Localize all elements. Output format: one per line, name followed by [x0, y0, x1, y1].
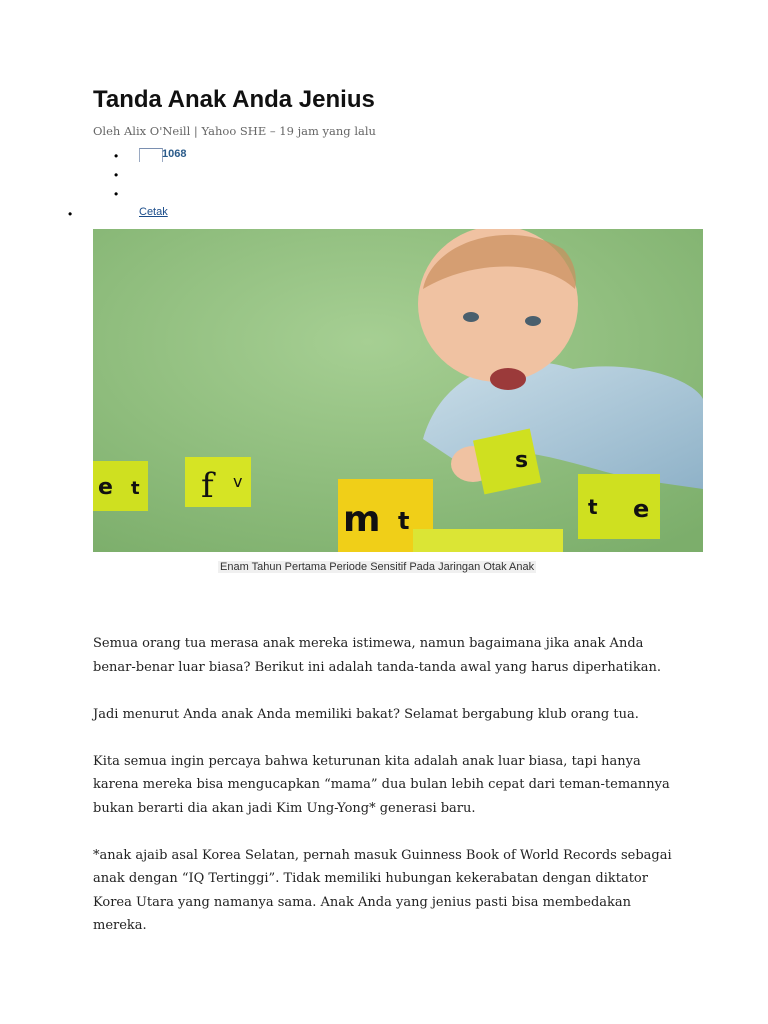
svg-text:t: t — [588, 495, 598, 519]
svg-text:e: e — [98, 475, 113, 500]
article-body — [93, 632, 683, 961]
paragraph: Jadi menurut Anda anak Anda memiliki bakat? Selamat bergabung klub orang tua. — [93, 706, 639, 722]
article-photo — [93, 229, 703, 552]
baby-eye-right — [525, 316, 541, 326]
block-foreground — [413, 529, 563, 552]
article-title: Tanda Anak Anda Jenius — [93, 86, 375, 113]
like-count[interactable]: 1068 — [162, 148, 187, 160]
photo-caption: Enam Tahun Pertama Periode Sensitif Pada Jaringan Otak Anak — [220, 561, 535, 573]
list-bullet: • — [68, 207, 73, 221]
print-item — [68, 204, 268, 222]
svg-text:v: v — [233, 472, 243, 491]
list-bullet: • — [114, 149, 119, 163]
svg-text:f: f — [201, 466, 214, 506]
list-bullet: • — [114, 187, 119, 201]
baby-eye-left — [463, 312, 479, 322]
svg-text:t: t — [398, 507, 410, 535]
like-button[interactable] — [139, 148, 163, 162]
paragraph: *anak ajaib asal Korea Selatan, pernah masuk Guinness Book of World Records sebagai anak dengan “IQ Tertinggi”. Tidak memiliki hubungan kekerabatan dengan diktator Korea Utara yang namanya sama. Anak Anda yang jenius pasti bisa membedakan mereka. — [93, 847, 672, 933]
letter-block — [578, 474, 660, 539]
paragraph: Semua orang tua merasa anak mereka istimewa, namun bagaimana jika anak Anda benar-benar luar biasa? Berikut ini adalah tanda-tanda awal yang harus diperhatikan. — [93, 636, 661, 675]
print-link[interactable]: Cetak — [139, 206, 168, 218]
baby-mouth — [490, 368, 526, 390]
list-bullet: • — [114, 168, 119, 182]
letter-block — [93, 461, 148, 511]
svg-text:t: t — [131, 478, 140, 499]
svg-text:s: s — [515, 448, 529, 473]
svg-text:m: m — [343, 499, 381, 540]
svg-text:e: e — [633, 495, 650, 523]
article-byline: Oleh Alix O'Neill | Yahoo SHE – 19 jam yang lalu — [93, 124, 376, 138]
paragraph: Kita semua ingin percaya bahwa keturunan kita adalah anak luar biasa, tapi hanya karena mereka bisa mengucapkan “mama” dua bulan lebih cepat dari teman-temannya bukan berarti dia akan jadi Kim Ung-Yong* generasi baru. — [93, 753, 670, 816]
letter-block — [185, 457, 251, 507]
baby-with-blocks-image — [93, 229, 703, 552]
